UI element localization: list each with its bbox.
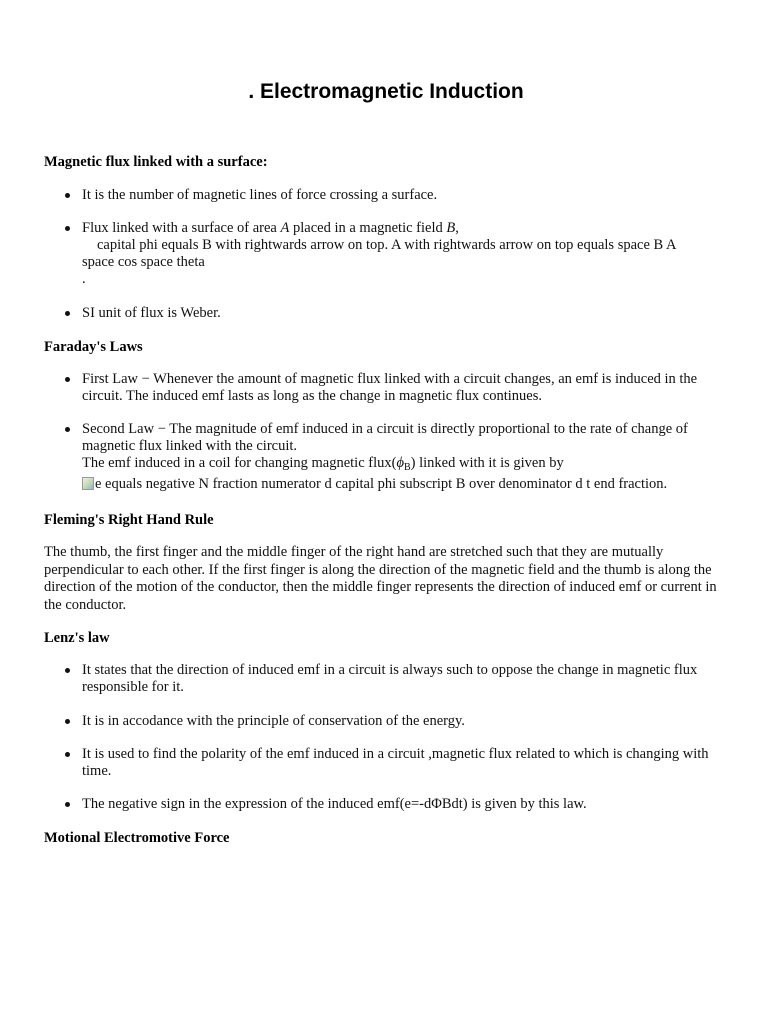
flux-formula-line-2: space cos space theta [82,254,205,270]
lenz-item-4: The negative sign in the expression of the induced emf(e=-dΦBdt) is given by this law. [82,796,587,812]
flux-item-3-text: SI unit of flux is Weber. [82,305,221,321]
lenz-list-1 [44,662,728,696]
flux-item-2-prefix: Flux linked with a surface of area [82,220,281,236]
faraday-second-law: Second Law − The magnitude of emf induced in a circuit is directly proportional to the rate of change of magnetic flux linked with the circuit. [82,421,688,454]
flux-formula-dot: . [82,271,86,287]
list-item [44,746,728,780]
list-item [44,796,728,813]
heading-lenz-law: Lenz's law [44,630,110,646]
heading-faraday-laws: Faraday's Laws [44,339,143,355]
flux-list-3 [44,305,728,322]
phi-symbol: ϕ [396,455,404,471]
list-item [44,305,728,322]
list-item [44,421,728,493]
flux-list [44,187,728,204]
faraday-first-law: First Law − Whenever the amount of magnetic flux linked with a circuit changes, an emf is induced in the circuit. The induced emf lasts as long as the change in magnetic flux continues. [82,371,698,404]
lenz-item-1: It states that the direction of induced emf in a circuit is always such to oppose the change in magnetic flux responsible for it. [82,662,698,695]
page-title: . Electromagnetic Induction [248,80,524,103]
lenz-list-2 [44,713,728,730]
var-area: A [280,220,290,236]
phi-subscript: B [403,462,411,473]
flux-formula-line-1: capital phi equals B with rightwards arrow on top. A with rightwards arrow on top equals space B A [97,237,677,253]
list-item [44,713,728,730]
lenz-list-3 [44,746,728,780]
list-item [44,662,728,696]
flux-item-2-suffix: , [455,220,459,236]
flux-list-2 [44,220,728,288]
lenz-item-2: It is in accodance with the principle of conservation of the energy. [82,713,465,729]
list-item [44,220,728,288]
faraday-list [44,371,728,405]
var-field: B [446,220,456,236]
lenz-list-4 [44,796,728,813]
list-item [44,187,728,204]
flux-item-1-text: It is the number of magnetic lines of force crossing a surface. [82,187,438,203]
fleming-paragraph: The thumb, the first finger and the middle finger of the right hand are stretched such that they are mutually perpendicular to each other. If the first finger is along the direction of the magnetic field and the thumb is along the direction of the motion of the conductor, then the middle finger represents the direction of induced emf or current in the conductor. [44,544,717,613]
heading-motional-emf: Motional Electromotive Force [44,830,230,846]
broken-image-icon [82,477,94,490]
list-item [44,371,728,405]
faraday-emf-prefix: The emf induced in a coil for changing magnetic flux( [82,455,397,471]
heading-fleming-rule: Fleming's Right Hand Rule [44,512,214,528]
faraday-emf-suffix: ) linked with it is given by [410,455,564,471]
lenz-item-3: It is used to find the polarity of the emf induced in a circuit ,magnetic flux related to which is changing with time. [82,746,709,779]
flux-item-2-middle: placed in a magnetic field [289,220,447,236]
emf-formula-alt-text: e equals negative N fraction numerator d capital phi subscript B over denominator d t end fraction. [95,476,668,492]
faraday-list-2 [44,421,728,493]
heading-magnetic-flux: Magnetic flux linked with a surface: [44,154,268,170]
